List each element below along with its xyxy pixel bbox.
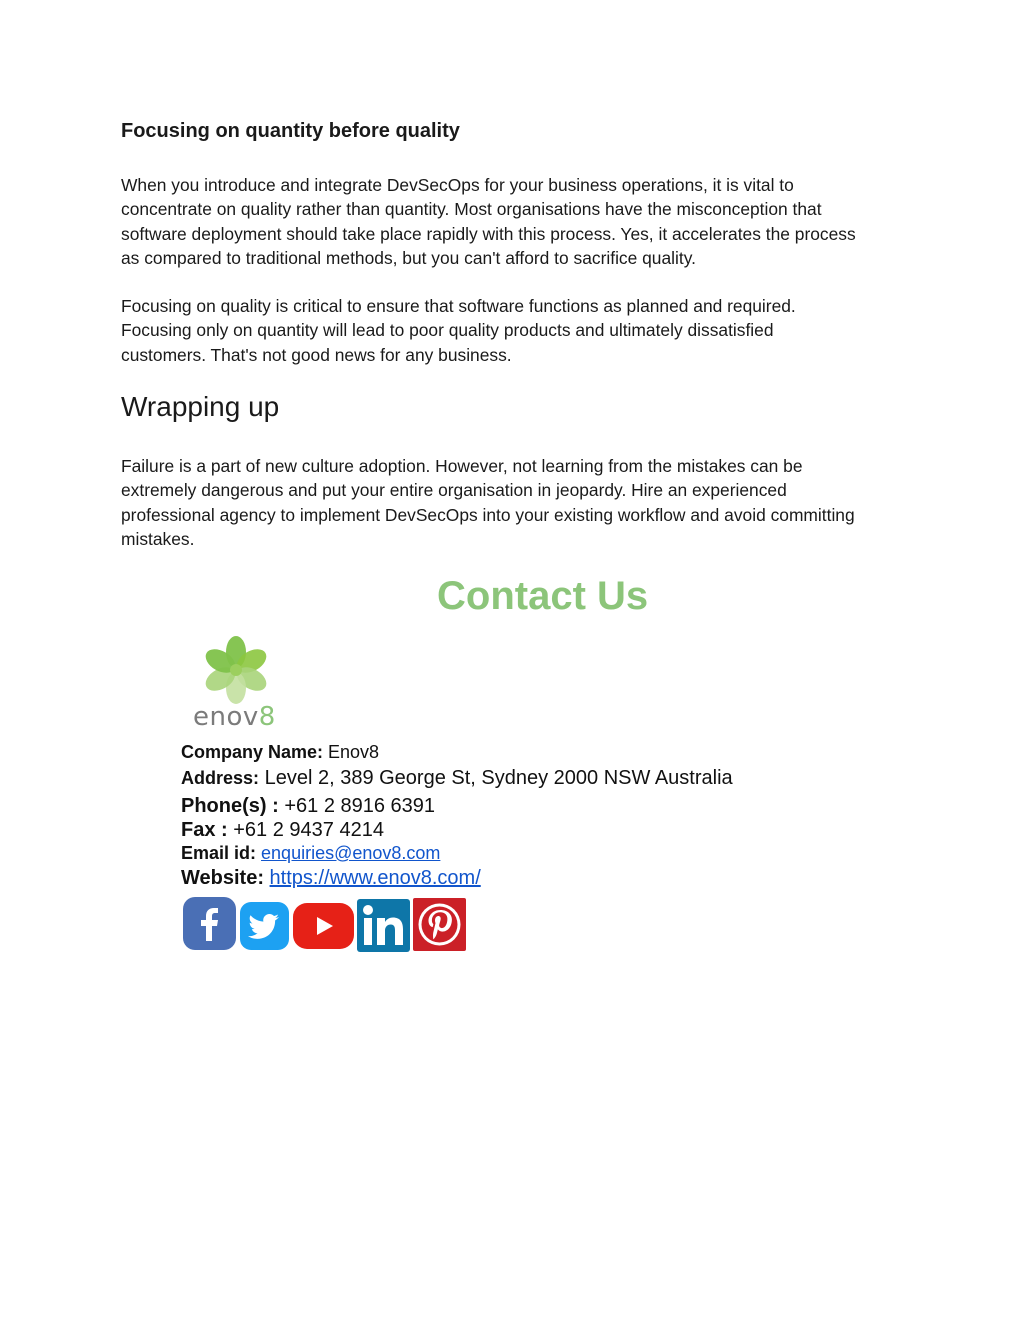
contact-us-title: Contact Us [437, 574, 649, 618]
company-name-row [181, 742, 379, 763]
email-label: Email id: [181, 843, 257, 863]
address-value: Level 2, 389 George St, Sydney 2000 NSW Australia [259, 767, 733, 789]
email-row [181, 843, 440, 864]
paragraph-line: Focusing only on quantity will lead to poor quality products and ultimately dissatisfied [121, 320, 774, 341]
paragraph-devsecops-quality [121, 173, 856, 270]
website-label: Website: [181, 867, 264, 889]
section-heading-wrapping-up: Wrapping up [121, 391, 280, 422]
paragraph-quality-critical [121, 294, 796, 367]
linkedin-icon[interactable] [357, 899, 410, 952]
paragraph-line: customers. That's not good news for any business. [121, 344, 512, 365]
company-name-label: Company Name: [181, 742, 324, 762]
paragraph-line: Focusing on quality is critical to ensure that software functions as planned and required. [121, 296, 796, 316]
address-label: Address: [181, 768, 260, 788]
pinterest-icon[interactable] [413, 898, 466, 951]
paragraph-line: When you introduce and integrate DevSecOps for your business operations, it is vital to [121, 175, 794, 195]
paragraph-line: as compared to traditional methods, but you can't afford to sacrifice quality. [121, 247, 696, 268]
website-row [181, 867, 481, 890]
paragraph-line: professional agency to implement DevSecOps into your existing workflow and avoid committing [121, 504, 855, 525]
paragraph-line: concentrate on quality rather than quantity. Most organisations have the misconception that [121, 199, 822, 220]
phone-value: +61 2 8916 6391 [278, 795, 436, 817]
twitter-icon[interactable] [239, 901, 290, 951]
section-heading-quantity-quality: Focusing on quantity before quality [121, 120, 460, 142]
fax-row [181, 819, 384, 842]
company-name-value: Enov8 [323, 742, 380, 762]
phone-label: Phone(s) : [181, 795, 279, 817]
facebook-icon[interactable] [182, 896, 237, 951]
website-link[interactable]: https://www.enov8.com/ [269, 867, 481, 889]
enov8-logo [190, 632, 282, 732]
paragraph-line: mistakes. [121, 528, 195, 549]
paragraph-line: software deployment should take place rapidly with this process. Yes, it accelerates the process [121, 223, 856, 244]
fax-value: +61 2 9437 4214 [227, 819, 384, 841]
logo-text-accent: 8 [258, 702, 276, 732]
youtube-icon[interactable] [292, 902, 355, 950]
logo-wordmark [193, 702, 276, 732]
address-row [181, 767, 733, 790]
paragraph-line: Failure is a part of new culture adoption. However, not learning from the mistakes can be [121, 456, 803, 476]
fax-label: Fax : [181, 819, 228, 841]
phone-row [181, 795, 435, 818]
paragraph-wrapping-up [121, 454, 855, 551]
paragraph-line: extremely dangerous and put your entire organisation in jeopardy. Hire an experienced [121, 480, 787, 501]
flower-logo-icon [190, 632, 282, 704]
logo-text: enov [193, 702, 259, 732]
email-link[interactable]: enquiries@enov8.com [261, 843, 441, 863]
